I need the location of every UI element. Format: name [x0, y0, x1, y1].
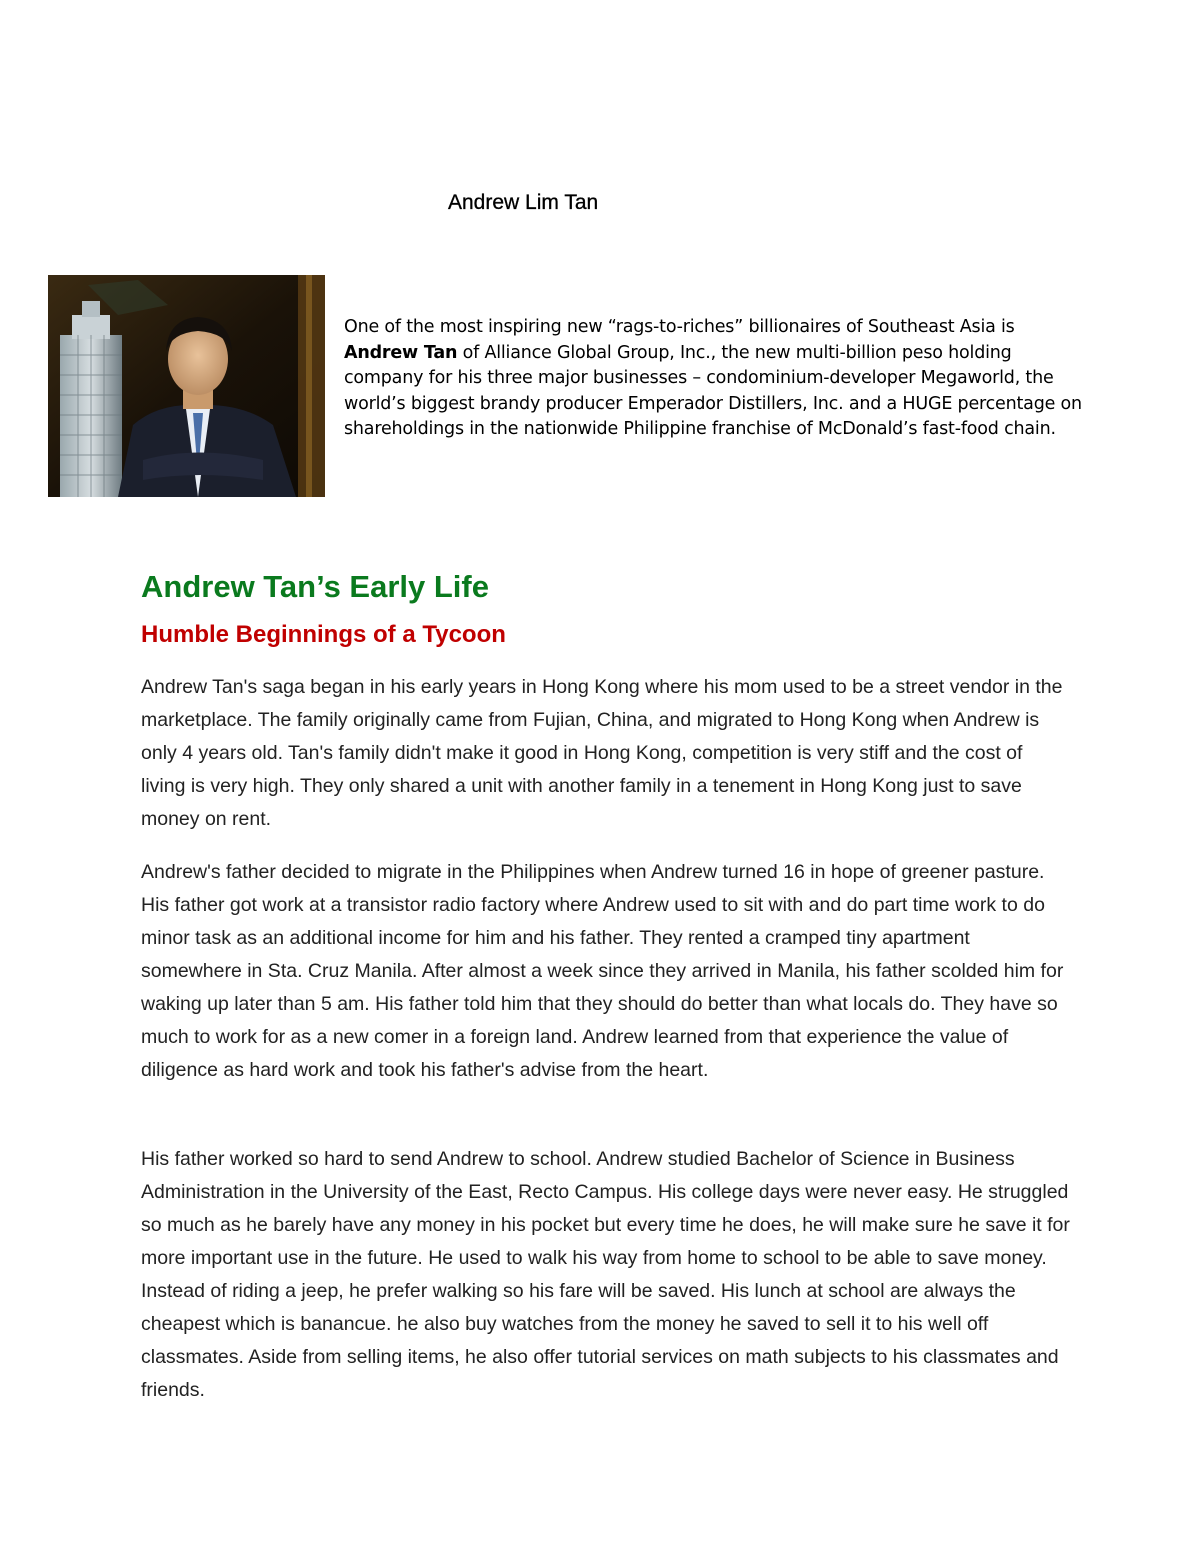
body-paragraph-3: His father worked so hard to send Andrew to school. Andrew studied Bachelor of Science in Business Administration in the University of the East, Recto Campus. His college days were never easy. He struggled so much as he barely have any money in his pocket but every time he does, he will make sure he save it for more important use in the future. He used to walk his way from home to school to be able to save money. Instead of riding a jeep, he prefer walking so his fare will be saved. His lunch at school are always the cheapest which is banancue. he also buy watches from the money he saved to sell it to his well off classmates. Aside from selling items, he also offer tutorial services on math subjects to his classmates and friends. [141, 1148, 1070, 1401]
sub-heading: Humble Beginnings of a Tycoon [141, 621, 506, 648]
body-paragraph-1: Andrew Tan's saga began in his early years in Hong Kong where his mom used to be a street vendor in the marketplace. The family originally came from Fujian, China, and migrated to Hong Kong when Andrew is only 4 years old. Tan's family didn't make it good in Hong Kong, competition is very stiff and the cost of living is very high. They only shared a unit with another family in a tenement in Hong Kong just to save money on rent. [141, 676, 1063, 830]
body-paragraph-2: Andrew's father decided to migrate in the Philippines when Andrew turned 16 in hope of greener pasture. His father got work at a transistor radio factory where Andrew used to sit with and do part time work to do minor task as an additional income for him and his father. They rented a cramped tiny apartment somewhere in Sta. Cruz Manila. After almost a week since they arrived in Manila, his father scolded him for waking up later than 5 am. His father told him that they should do better than what locals do. They have so much to work for as a new comer in a foreign land. Andrew learned from that experience the value of diligence as hard work and took his father's advise from the heart. [141, 861, 1064, 1081]
intro-text-end: of Alliance Global Group, Inc., the new multi-billion peso holding company for his three major businesses – condominium-developer Megaworld, the world’s biggest brandy producer Emperador Distillers, Inc. and a HUGE percentage on shareholdings in the nationwide Philippine franchise of McDonald’s fast-food chain. [344, 342, 1082, 439]
intro-name: Andrew Tan [344, 342, 458, 363]
portrait-photo [48, 275, 325, 497]
intro-paragraph [344, 315, 1084, 443]
section-heading: Andrew Tan’s Early Life [141, 569, 489, 604]
page-title: Andrew Lim Tan [448, 191, 599, 214]
intro-text-start: One of the most inspiring new “rags-to-riches” billionaires of Southeast Asia is [344, 317, 1015, 337]
